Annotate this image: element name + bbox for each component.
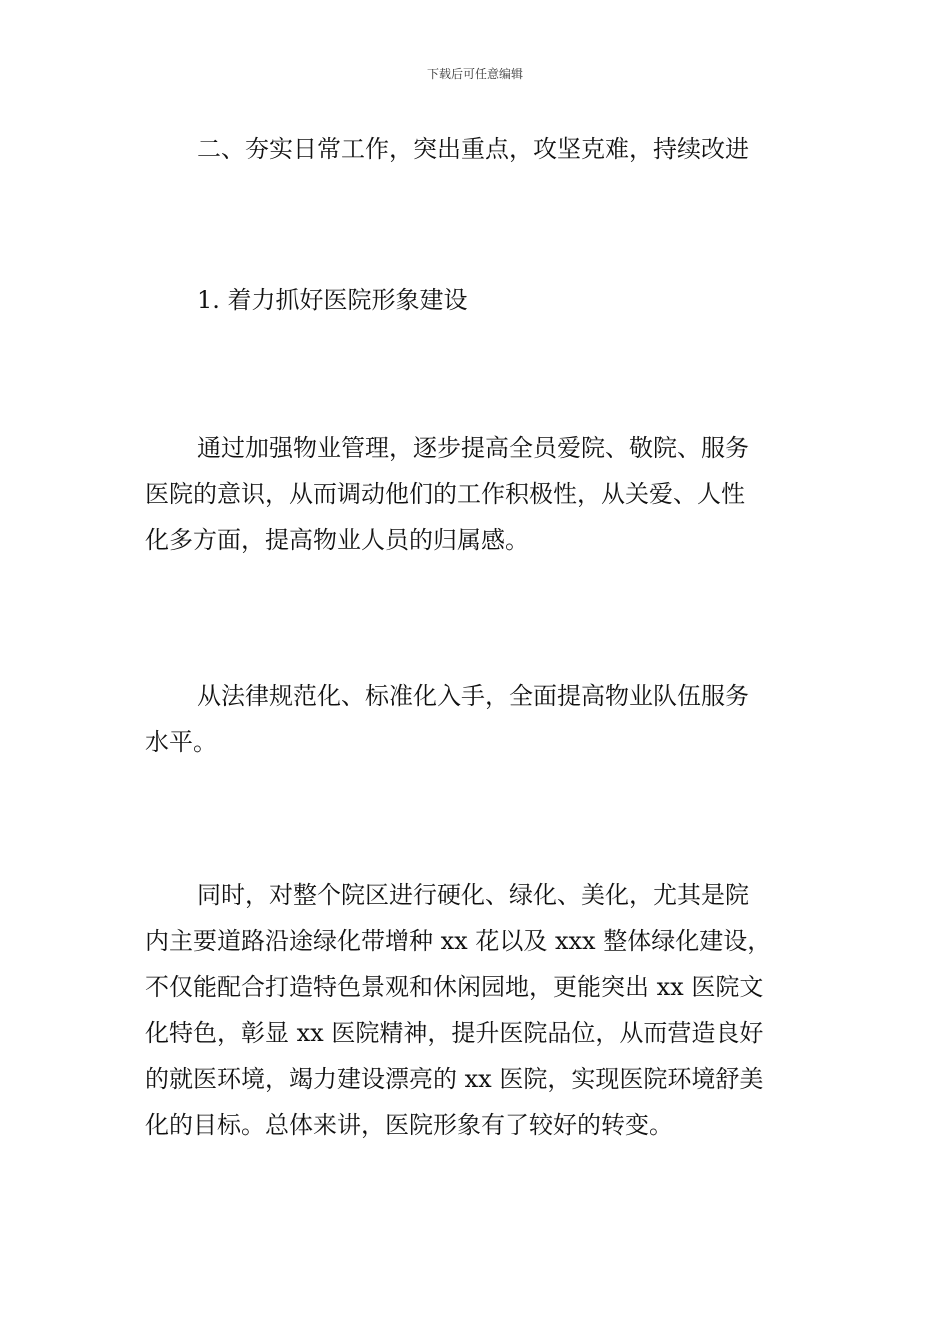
sub-heading — [145, 277, 809, 323]
paragraph-line: 水平。 — [145, 728, 217, 756]
paragraph-line: 同时，对整个院区进行硬化、绿化、美化，尤其是院 — [197, 881, 749, 909]
paragraph-line: 通过加强物业管理，逐步提高全员爱院、敬院、服务 — [197, 434, 749, 462]
sub-heading-text: 1. 着力抓好医院形象建设 — [197, 286, 468, 314]
section-heading — [145, 126, 809, 172]
paragraph-line: 化的目标。总体来讲，医院形象有了较好的转变。 — [145, 1111, 673, 1139]
paragraph-2 — [145, 673, 809, 765]
paragraph-line: 的就医环境，竭力建设漂亮的 xx 医院，实现医院环境舒美 — [145, 1065, 764, 1093]
paragraph-3 — [145, 872, 809, 1148]
paragraph-line: 医院的意识，从而调动他们的工作积极性，从关爱、人性 — [145, 480, 745, 508]
paragraph-line: 不仅能配合打造特色景观和休闲园地，更能突出 xx 医院文 — [145, 973, 764, 1001]
paragraph-line: 化特色，彰显 xx 医院精神，提升医院品位，从而营造良好 — [145, 1019, 764, 1047]
section-heading-text: 二、夯实日常工作，突出重点，攻坚克难，持续改进 — [197, 135, 749, 163]
paragraph-line: 内主要道路沿途绿化带增种 xx 花以及 xxx 整体绿化建设， — [145, 927, 772, 955]
paragraph-line: 从法律规范化、标准化入手，全面提高物业队伍服务 — [197, 682, 749, 710]
header-note: 下载后可任意编辑 — [426, 67, 523, 81]
paragraph-1 — [145, 425, 809, 563]
paragraph-line: 化多方面，提高物业人员的归属感。 — [145, 526, 529, 554]
